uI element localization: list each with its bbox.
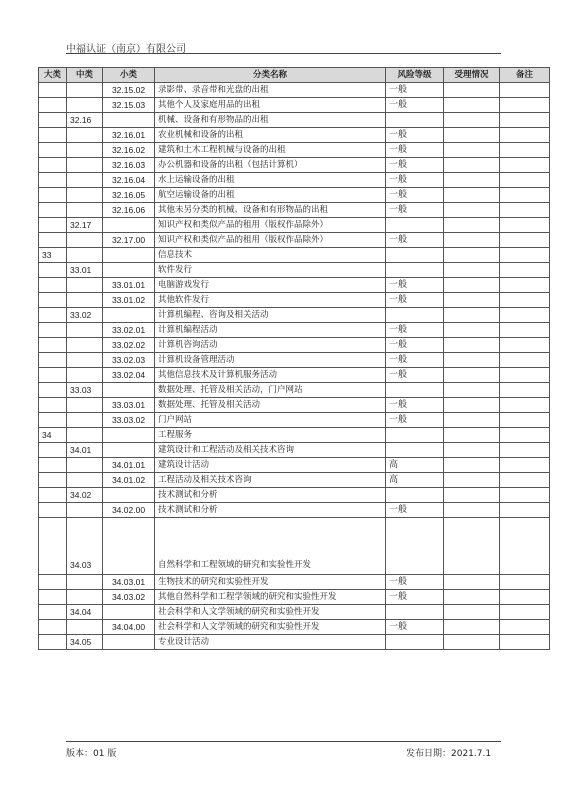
acceptance-status (444, 308, 500, 323)
table-row (39, 443, 550, 458)
middle-code (67, 458, 103, 473)
remarks (500, 98, 550, 113)
acceptance-status (444, 428, 500, 443)
minor-code (103, 428, 155, 443)
acceptance-status (444, 398, 500, 413)
acceptance-status (444, 488, 500, 503)
remarks (500, 518, 550, 575)
remarks (500, 620, 550, 635)
major-code: 33 (39, 248, 67, 263)
table-row (39, 398, 550, 413)
table-row (39, 233, 550, 248)
table-row (39, 383, 550, 398)
acceptance-status (444, 575, 500, 590)
minor-code: 34.01.01 (103, 458, 155, 473)
minor-code: 33.03.01 (103, 398, 155, 413)
category-name: 社会科学和人文学领域的研究和实验性开发 (155, 605, 386, 620)
major-code (39, 473, 67, 488)
remarks (500, 143, 550, 158)
table-row (39, 488, 550, 503)
minor-code: 33.02.03 (103, 353, 155, 368)
acceptance-status (444, 158, 500, 173)
middle-code: 33.02 (67, 308, 103, 323)
major-code (39, 635, 67, 650)
risk-level: 高 (386, 473, 444, 488)
middle-code (67, 158, 103, 173)
remarks (500, 590, 550, 605)
footer-date: 发布日期：2021.7.1 (406, 749, 492, 759)
category-name: 办公机器和设备的出租（包括计算机） (155, 158, 386, 173)
table-row (39, 518, 550, 575)
middle-code: 32.17 (67, 218, 103, 233)
risk-level: 一般 (386, 353, 444, 368)
remarks (500, 158, 550, 173)
acceptance-status (444, 278, 500, 293)
major-code (39, 188, 67, 203)
minor-code: 32.15.02 (103, 83, 155, 98)
risk-level (386, 383, 444, 398)
acceptance-status (444, 233, 500, 248)
remarks (500, 353, 550, 368)
minor-code: 32.16.06 (103, 203, 155, 218)
risk-level: 一般 (386, 83, 444, 98)
minor-code: 32.17.00 (103, 233, 155, 248)
remarks (500, 188, 550, 203)
remarks (500, 575, 550, 590)
table-row (39, 620, 550, 635)
major-code (39, 443, 67, 458)
remarks (500, 443, 550, 458)
acceptance-status (444, 98, 500, 113)
table-row (39, 293, 550, 308)
major-code (39, 158, 67, 173)
category-name: 其他个人及家庭用品的出租 (155, 98, 386, 113)
remarks (500, 635, 550, 650)
table-row (39, 635, 550, 650)
middle-code (67, 503, 103, 518)
minor-code: 33.02.01 (103, 323, 155, 338)
risk-level: 一般 (386, 158, 444, 173)
category-name: 水上运输设备的出租 (155, 173, 386, 188)
category-name: 机械、设备和有形物品的出租 (155, 113, 386, 128)
acceptance-status (444, 338, 500, 353)
col-header-middle: 中类 (67, 68, 103, 83)
middle-code (67, 143, 103, 158)
remarks (500, 248, 550, 263)
risk-level: 一般 (386, 233, 444, 248)
table-row (39, 503, 550, 518)
risk-level: 一般 (386, 575, 444, 590)
category-name: 工程服务 (155, 428, 386, 443)
major-code (39, 575, 67, 590)
category-name: 社会科学和人文学领域的研究和实验性开发 (155, 620, 386, 635)
category-name: 专业设计活动 (155, 635, 386, 650)
middle-code (67, 323, 103, 338)
table-row (39, 473, 550, 488)
major-code (39, 308, 67, 323)
minor-code: 34.04.00 (103, 620, 155, 635)
category-name: 软件发行 (155, 263, 386, 278)
category-name: 其他软件发行 (155, 293, 386, 308)
acceptance-status (444, 143, 500, 158)
category-table (38, 67, 550, 650)
table-row (39, 173, 550, 188)
middle-code (67, 353, 103, 368)
category-name: 数据处理、托管及相关活动，门户网站 (155, 383, 386, 398)
middle-code (67, 338, 103, 353)
middle-code: 33.03 (67, 383, 103, 398)
major-code (39, 263, 67, 278)
major-code (39, 323, 67, 338)
minor-code: 33.01.02 (103, 293, 155, 308)
risk-level: 一般 (386, 503, 444, 518)
middle-code: 34.02 (67, 488, 103, 503)
remarks (500, 338, 550, 353)
table-row (39, 248, 550, 263)
minor-code (103, 308, 155, 323)
table-row (39, 323, 550, 338)
risk-level: 一般 (386, 173, 444, 188)
table-row (39, 143, 550, 158)
risk-level: 一般 (386, 368, 444, 383)
minor-code: 32.16.01 (103, 128, 155, 143)
table-row (39, 263, 550, 278)
category-name: 知识产权和类似产品的租用（版权作品除外） (155, 233, 386, 248)
risk-level (386, 263, 444, 278)
acceptance-status (444, 173, 500, 188)
table-row (39, 458, 550, 473)
category-name: 建筑和土木工程机械与设备的出租 (155, 143, 386, 158)
category-name: 数据处理、托管及相关活动 (155, 398, 386, 413)
risk-level: 一般 (386, 188, 444, 203)
category-name: 计算机编程活动 (155, 323, 386, 338)
table-row (39, 113, 550, 128)
major-code (39, 458, 67, 473)
risk-level: 一般 (386, 98, 444, 113)
acceptance-status (444, 620, 500, 635)
category-name: 录影带、录音带和光盘的出租 (155, 83, 386, 98)
major-code (39, 413, 67, 428)
middle-code (67, 128, 103, 143)
acceptance-status (444, 368, 500, 383)
acceptance-status (444, 248, 500, 263)
category-name: 计算机设备管理活动 (155, 353, 386, 368)
minor-code: 32.16.05 (103, 188, 155, 203)
acceptance-status (444, 503, 500, 518)
minor-code: 34.03.01 (103, 575, 155, 590)
acceptance-status (444, 473, 500, 488)
minor-code: 33.03.02 (103, 413, 155, 428)
middle-code (67, 203, 103, 218)
remarks (500, 503, 550, 518)
category-name: 技术测试和分析 (155, 488, 386, 503)
middle-code (67, 575, 103, 590)
minor-code (103, 605, 155, 620)
acceptance-status (444, 188, 500, 203)
category-name: 技术测试和分析 (155, 503, 386, 518)
risk-level: 一般 (386, 278, 444, 293)
major-code (39, 278, 67, 293)
major-code (39, 368, 67, 383)
remarks (500, 323, 550, 338)
minor-code: 33.01.01 (103, 278, 155, 293)
table-row (39, 278, 550, 293)
category-name: 自然科学和工程领域的研究和实验性开发 (155, 518, 386, 575)
table-row (39, 128, 550, 143)
major-code: 34 (39, 428, 67, 443)
major-code (39, 233, 67, 248)
minor-code: 34.03.02 (103, 590, 155, 605)
table-row (39, 368, 550, 383)
page-header: 中福认证（南京）有限公司 (66, 44, 186, 55)
category-name: 其他未另分类的机械、设备和有形物品的出租 (155, 203, 386, 218)
table-row (39, 590, 550, 605)
remarks (500, 458, 550, 473)
risk-level (386, 635, 444, 650)
middle-code: 34.03 (67, 518, 103, 575)
acceptance-status (444, 635, 500, 650)
middle-code: 33.01 (67, 263, 103, 278)
category-name: 计算机咨询活动 (155, 338, 386, 353)
table-row (39, 203, 550, 218)
middle-code (67, 83, 103, 98)
minor-code: 34.01.02 (103, 473, 155, 488)
minor-code (103, 383, 155, 398)
major-code (39, 338, 67, 353)
remarks (500, 203, 550, 218)
category-name: 门户网站 (155, 413, 386, 428)
middle-code (67, 473, 103, 488)
middle-code (67, 590, 103, 605)
middle-code (67, 278, 103, 293)
remarks (500, 398, 550, 413)
acceptance-status (444, 323, 500, 338)
risk-level (386, 443, 444, 458)
table-row (39, 308, 550, 323)
acceptance-status (444, 413, 500, 428)
major-code (39, 83, 67, 98)
table-body (39, 83, 550, 650)
remarks (500, 278, 550, 293)
remarks (500, 428, 550, 443)
minor-code: 32.16.04 (103, 173, 155, 188)
middle-code: 34.04 (67, 605, 103, 620)
acceptance-status (444, 353, 500, 368)
remarks (500, 308, 550, 323)
category-name: 建筑设计和工程活动及相关技术咨询 (155, 443, 386, 458)
table-header-row (39, 68, 550, 83)
middle-code (67, 233, 103, 248)
table-row (39, 353, 550, 368)
minor-code: 33.02.04 (103, 368, 155, 383)
middle-code (67, 188, 103, 203)
minor-code (103, 443, 155, 458)
risk-level: 一般 (386, 143, 444, 158)
col-header-minor: 小类 (103, 68, 155, 83)
risk-level (386, 605, 444, 620)
acceptance-status (444, 458, 500, 473)
category-name: 工程活动及相关技术咨询 (155, 473, 386, 488)
major-code (39, 218, 67, 233)
remarks (500, 605, 550, 620)
minor-code (103, 218, 155, 233)
risk-level (386, 518, 444, 575)
table-row (39, 83, 550, 98)
risk-level (386, 308, 444, 323)
risk-level: 一般 (386, 338, 444, 353)
risk-level: 一般 (386, 590, 444, 605)
table-row (39, 218, 550, 233)
major-code (39, 353, 67, 368)
major-code (39, 518, 67, 575)
remarks (500, 413, 550, 428)
middle-code (67, 248, 103, 263)
acceptance-status (444, 83, 500, 98)
minor-code (103, 263, 155, 278)
remarks (500, 488, 550, 503)
risk-level (386, 248, 444, 263)
middle-code: 34.01 (67, 443, 103, 458)
acceptance-status (444, 590, 500, 605)
acceptance-status (444, 263, 500, 278)
remarks (500, 293, 550, 308)
minor-code: 32.16.03 (103, 158, 155, 173)
middle-code (67, 428, 103, 443)
remarks (500, 263, 550, 278)
category-name: 其他自然科学和工程学领域的研究和实验性开发 (155, 590, 386, 605)
remarks (500, 368, 550, 383)
acceptance-status (444, 218, 500, 233)
minor-code (103, 488, 155, 503)
table-row (39, 428, 550, 443)
footer-version: 版本：01 版 (66, 749, 117, 759)
risk-level (386, 218, 444, 233)
risk-level: 一般 (386, 323, 444, 338)
table-row (39, 158, 550, 173)
acceptance-status (444, 383, 500, 398)
table-row (39, 575, 550, 590)
minor-code (103, 248, 155, 263)
major-code (39, 620, 67, 635)
col-header-name: 分类名称 (155, 68, 386, 83)
major-code (39, 398, 67, 413)
middle-code (67, 173, 103, 188)
category-name: 计算机编程、咨询及相关活动 (155, 308, 386, 323)
major-code (39, 590, 67, 605)
major-code (39, 143, 67, 158)
acceptance-status (444, 203, 500, 218)
major-code (39, 503, 67, 518)
risk-level: 一般 (386, 203, 444, 218)
acceptance-status (444, 443, 500, 458)
category-name: 农业机械和设备的出租 (155, 128, 386, 143)
major-code (39, 128, 67, 143)
remarks (500, 473, 550, 488)
table-row (39, 338, 550, 353)
minor-code (103, 113, 155, 128)
col-header-remarks: 备注 (500, 68, 550, 83)
middle-code (67, 398, 103, 413)
col-header-major: 大类 (39, 68, 67, 83)
acceptance-status (444, 293, 500, 308)
minor-code: 32.15.03 (103, 98, 155, 113)
table-row (39, 413, 550, 428)
remarks (500, 383, 550, 398)
category-name: 航空运输设备的出租 (155, 188, 386, 203)
risk-level: 一般 (386, 413, 444, 428)
major-code (39, 383, 67, 398)
category-name: 电脑游戏发行 (155, 278, 386, 293)
risk-level: 一般 (386, 293, 444, 308)
minor-code (103, 518, 155, 575)
acceptance-status (444, 113, 500, 128)
middle-code (67, 368, 103, 383)
remarks (500, 83, 550, 98)
risk-level: 一般 (386, 128, 444, 143)
middle-code (67, 98, 103, 113)
category-name: 其他信息技术及计算机服务活动 (155, 368, 386, 383)
acceptance-status (444, 518, 500, 575)
acceptance-status (444, 605, 500, 620)
risk-level: 一般 (386, 620, 444, 635)
remarks (500, 173, 550, 188)
risk-level (386, 488, 444, 503)
middle-code (67, 413, 103, 428)
table-row (39, 188, 550, 203)
category-name: 信息技术 (155, 248, 386, 263)
major-code (39, 293, 67, 308)
remarks (500, 218, 550, 233)
acceptance-status (444, 128, 500, 143)
table-row (39, 98, 550, 113)
col-header-risk: 风险等级 (386, 68, 444, 83)
minor-code: 32.16.02 (103, 143, 155, 158)
minor-code: 34.02.00 (103, 503, 155, 518)
minor-code: 33.02.02 (103, 338, 155, 353)
major-code (39, 98, 67, 113)
header-divider (66, 53, 501, 54)
major-code (39, 113, 67, 128)
middle-code: 32.16 (67, 113, 103, 128)
major-code (39, 173, 67, 188)
risk-level (386, 113, 444, 128)
remarks (500, 128, 550, 143)
major-code (39, 488, 67, 503)
col-header-status: 受理情况 (444, 68, 500, 83)
middle-code (67, 620, 103, 635)
remarks (500, 113, 550, 128)
risk-level: 高 (386, 458, 444, 473)
middle-code (67, 293, 103, 308)
category-name: 建筑设计活动 (155, 458, 386, 473)
risk-level: 一般 (386, 398, 444, 413)
middle-code: 34.05 (67, 635, 103, 650)
major-code (39, 203, 67, 218)
table-row (39, 605, 550, 620)
minor-code (103, 635, 155, 650)
category-name: 知识产权和类似产品的租用（版权作品除外） (155, 218, 386, 233)
category-name: 生物技术的研究和实验性开发 (155, 575, 386, 590)
risk-level (386, 428, 444, 443)
major-code (39, 605, 67, 620)
remarks (500, 233, 550, 248)
footer-divider (66, 741, 501, 742)
